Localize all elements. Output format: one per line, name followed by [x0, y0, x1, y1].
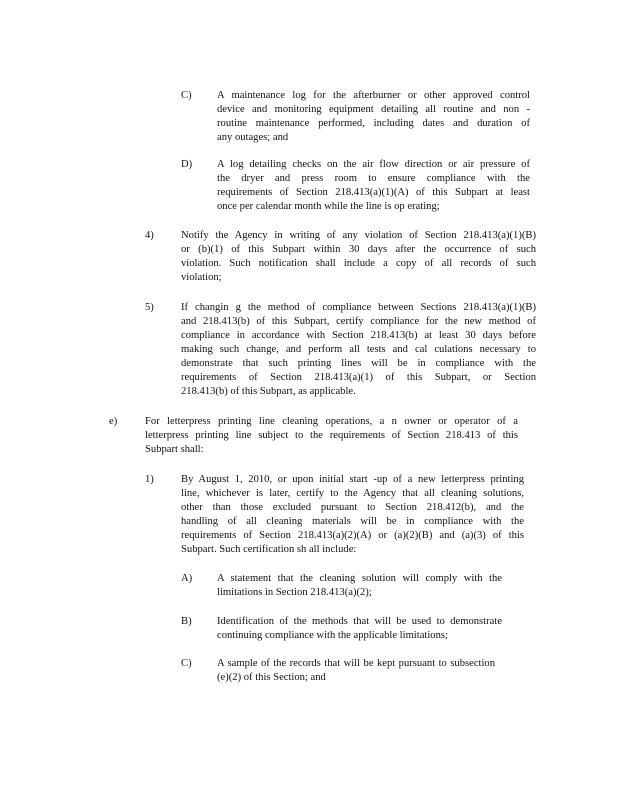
text-line: A sample of the records that will be kept pursuant to subsection — [217, 658, 495, 669]
text-line: other than those excluded pursuant to Section 218.412(b), and the — [181, 502, 524, 513]
item-marker: D) — [181, 159, 193, 170]
item-marker: 1) — [145, 474, 154, 485]
text-line: Notify the Agency in writing of any violation of Section 218.413(a)(1)(B) — [181, 230, 536, 241]
text-line: making such change, and perform all tests and cal culations necessary to — [181, 344, 536, 355]
text-line: and 218.413(b) of this Subpart, certify compliance for the new method of — [181, 316, 536, 327]
text-line: A log detailing checks on the air flow direction or air pressure of — [217, 159, 530, 170]
item-marker: 5) — [145, 302, 154, 313]
text-line: requirements of Section 218.413(a)(1)(A) of this Subpart at least — [217, 187, 530, 198]
text-line: demonstrate that such printing lines will be in compliance with the — [181, 358, 536, 369]
item-text — [217, 572, 502, 600]
text-line: line, whichever is later, certify to the Agency that all cleaning solutions, — [181, 488, 524, 499]
text-line: routine maintenance performed, including dates and duration of — [217, 118, 530, 129]
item-text — [217, 89, 530, 145]
item-marker: 4) — [145, 230, 154, 241]
text-line: requirements of Section 218.413(a)(2)(A) or (a)(2)(B) and (a)(3) of this — [181, 530, 524, 541]
text-line: 218.413(b) of this Subpart, as applicable. — [181, 386, 356, 397]
text-line: letterpress printing line subject to the requirements of Section 218.413 of this — [145, 430, 518, 441]
text-line: Subpart. Such certification sh all include: — [181, 544, 357, 555]
text-line: device and monitoring equipment detailing all routine and non - — [217, 104, 530, 115]
text-line: violation; — [181, 272, 222, 283]
item-marker: B) — [181, 616, 192, 627]
text-line: violation. Such notification shall include a copy of all records of such — [181, 258, 536, 269]
text-line: continuing compliance with the applicable limitations; — [217, 630, 448, 641]
item-text — [145, 415, 518, 457]
text-line: compliance in accordance with Section 218.413(b) at least 30 days before — [181, 330, 536, 341]
text-line: (e)(2) of this Section; and — [217, 672, 326, 683]
item-marker: C) — [181, 658, 192, 669]
text-line: A maintenance log for the afterburner or other approved control — [217, 90, 530, 101]
text-line: any outages; and — [217, 132, 289, 143]
text-line: the dryer and press room to ensure compliance with the — [217, 173, 530, 184]
item-text — [217, 158, 530, 214]
item-text — [181, 301, 536, 399]
item-marker: A) — [181, 573, 193, 584]
text-line: For letterpress printing line cleaning operations, a n owner or operator of a — [145, 416, 518, 427]
item-text — [181, 473, 524, 557]
text-line: If changin g the method of compliance between Sections 218.413(a)(1)(B) — [181, 302, 536, 313]
text-line: A statement that the cleaning solution will comply with the — [217, 573, 502, 584]
item-marker: C) — [181, 90, 192, 101]
text-line: By August 1, 2010, or upon initial start -up of a new letterpress printing — [181, 474, 524, 485]
text-line: handling of all cleaning materials will be in compliance with the — [181, 516, 524, 527]
text-line: Subpart shall: — [145, 444, 204, 455]
item-text — [217, 615, 502, 643]
text-line: limitations in Section 218.413(a)(2); — [217, 587, 372, 598]
text-line: Identification of the methods that will be used to demonstrate — [217, 616, 502, 627]
text-line: or (b)(1) of this Subpart within 30 days after the occurrence of such — [181, 244, 536, 255]
text-line: requirements of Section 218.413(a)(1) of this Subpart, or Section — [181, 372, 536, 383]
item-text — [217, 657, 495, 685]
text-line: once per calendar month while the line is op erating; — [217, 201, 440, 212]
item-text — [181, 229, 536, 285]
item-marker: e) — [109, 416, 118, 427]
